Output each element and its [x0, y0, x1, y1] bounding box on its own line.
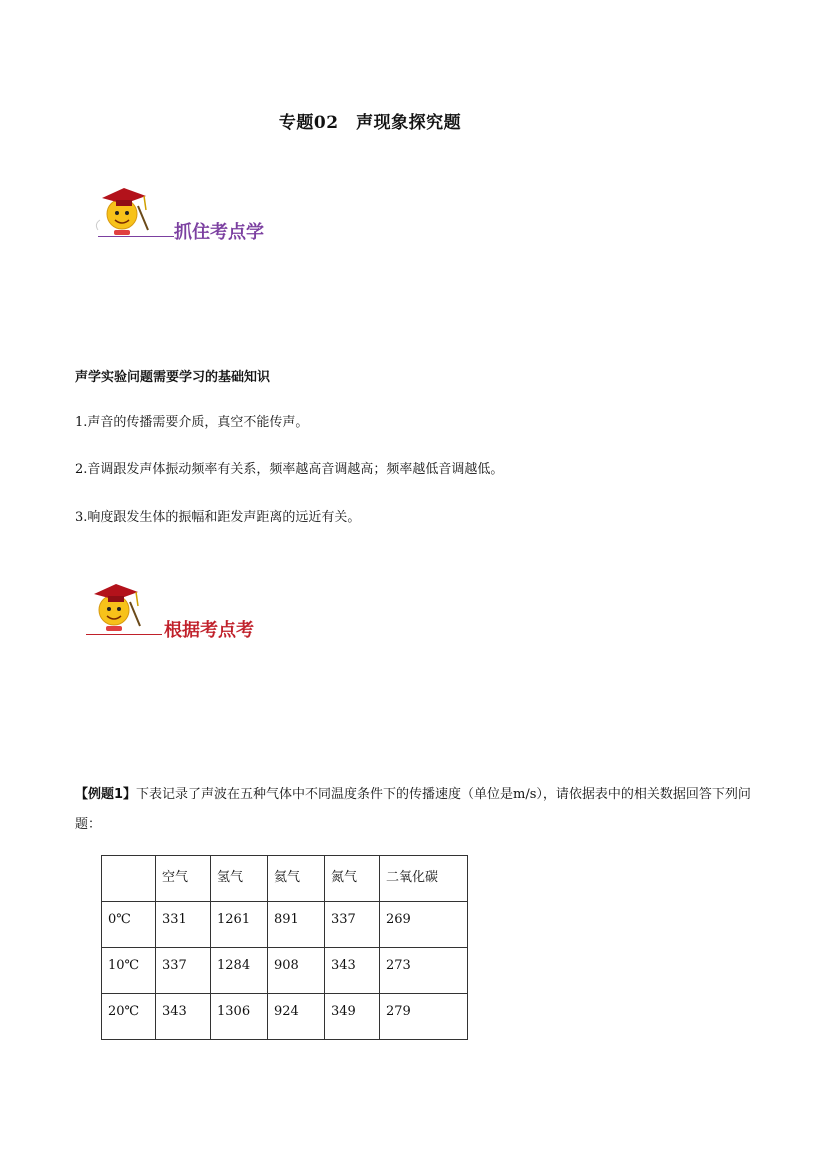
table-cell: 279: [380, 994, 468, 1040]
table-cell: 269: [380, 902, 468, 948]
table-cell: 908: [268, 948, 325, 994]
example-tag: 【例题1】: [75, 787, 137, 802]
banner-label: 根据考点考: [164, 620, 254, 641]
banner-label: 抓住考点学: [174, 222, 264, 243]
banner-underline: [86, 634, 162, 635]
table-header-cell: 氦气: [268, 856, 325, 902]
table-cell: 349: [325, 994, 380, 1040]
table-cell: 891: [268, 902, 325, 948]
table-cell: 343: [156, 994, 211, 1040]
table-row: [102, 994, 468, 1040]
section-banner-study: [80, 176, 340, 256]
table-cell: 343: [325, 948, 380, 994]
table-header-cell: 空气: [156, 856, 211, 902]
table-row: [102, 902, 468, 948]
table-cell: 337: [156, 948, 211, 994]
table-header-cell: [102, 856, 156, 902]
table-cell: 924: [268, 994, 325, 1040]
table-row: [102, 948, 468, 994]
table-cell: 331: [156, 902, 211, 948]
knowledge-point: 2.音调跟发声体振动频率有关系，频率越高音调越高；频率越低音调越低。: [75, 462, 504, 477]
knowledge-point: 3.响度跟发生体的振幅和距发声距离的远近有关。: [75, 510, 361, 525]
table-header-cell: 氢气: [211, 856, 268, 902]
table-header-cell: 二氧化碳: [380, 856, 468, 902]
table-header-row: [102, 856, 468, 902]
banner-underline: [98, 236, 174, 237]
sound-speed-table: [101, 855, 468, 1040]
example-question: [75, 780, 755, 840]
knowledge-point: 1.声音的传播需要介质，真空不能传声。: [75, 415, 309, 430]
table-cell: 20℃: [102, 994, 156, 1040]
document-title: 专题02 声现象探究题: [278, 113, 462, 133]
table-cell: 10℃: [102, 948, 156, 994]
example-text: 下表记录了声波在五种气体中不同温度条件下的传播速度（单位是m/s），请依据表中的相关数据回答下列问题：: [75, 787, 751, 832]
knowledge-heading: 声学实验问题需要学习的基础知识: [75, 370, 271, 385]
table-header-cell: 氮气: [325, 856, 380, 902]
table-cell: 1261: [211, 902, 268, 948]
table-cell: 273: [380, 948, 468, 994]
table-cell: 0℃: [102, 902, 156, 948]
section-banner-test: [80, 574, 340, 654]
table-cell: 1284: [211, 948, 268, 994]
table-cell: 337: [325, 902, 380, 948]
table-cell: 1306: [211, 994, 268, 1040]
